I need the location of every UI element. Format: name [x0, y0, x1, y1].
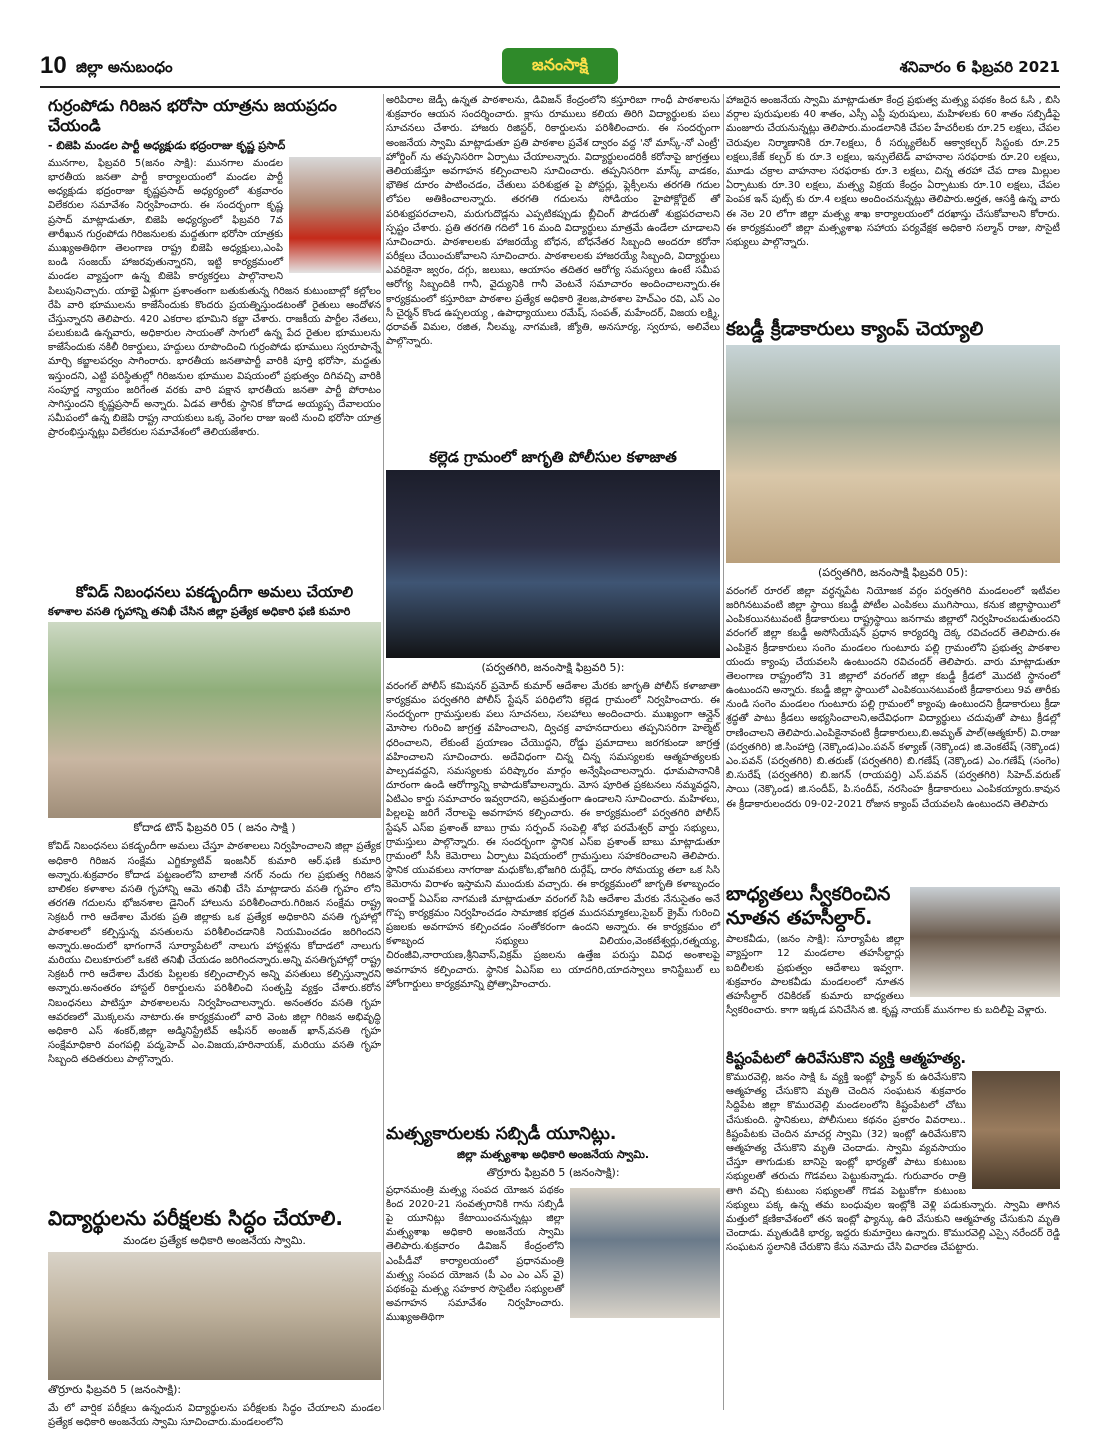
tahsildar-photo [910, 887, 1060, 997]
column-divider [723, 94, 724, 1410]
photo-caption: (పర్వతగిరి, జనంసాక్షి ఫిబ్రవరి 05): [818, 565, 968, 579]
article-byline: - బిజెపి మండల పార్టీ అధ్యక్షుడు భద్రంరాజు కృష్ణ ప్రసాద్ [48, 139, 286, 152]
article-exam-preparation [48, 1206, 381, 1432]
article-headline: కబడ్డీ క్రీడాకారులు క్యాంప్ చెయ్యాలి [726, 318, 984, 340]
bjp-leader-portrait-photo [289, 157, 381, 273]
article-body: మునగాల, ఫిబ్రవరి 5(జనం సాక్షి): మునగాల మండల భారతీయ జనతా పార్టీ కార్యాలయంలో మండల పార్టీ అధ్యక్షుడు భద్రంరాజు కృష్ణప్రసాద్ అధ్యర్యంలో శుక్రవారం విలేకరుల సమావేశం నిర్వహించారు. ఈ సందర్భంగా కృష్ణ ప్రసాద్ మాట్లాడుతూ, బిజెపి అధ్యర్యంలో ఫిబ్రవరి 7వ తారీఖున గుర్రంపోడు గిరిజనులకు మద్దతుగా భరోసా యాత్రకు ముఖ్యఅతిథిగా తెలంగాణ రాష్ట్ర బిజెపి అధ్యక్షులు,ఎంపి బండి సంజయ్ హాజరవుతున్నారని, ఇట్టి కార్యక్రమంలో మండల వ్యాప్తంగా ఉన్న బిజెపి కార్యకర్తలు పాల్గొనాలని పిలుపునిచ్చారు. యాభై ఏళ్లుగా ప్రశాంతంగా బతుకుతున్న గిరిజన కుటుంబాల్లో కల్లోలం రేపి వారి భూములను కాజేసేందుకు కొందరు ప్రయత్నిస్తుండటంతో రైతులు ఆందోళన చేస్తున్నారని తెలిపారు. 420 ఎకరాల భూమిని కబ్జా చేశారు. రాజకీయ పార్టీల నేతలు, పలుకుబడి ఉన్నవారు, అధికారుల సాయంతో సాగులో ఉన్న పేద రైతుల భూములను కాజేసేందుకు నకిలీ రికార్డులు, హద్దులు రూపొందించి గుర్రంపోడు భూములు స్వరూపాన్నే మార్చి కబ్జాలపర్వం సాగింరారు. భారతీయ జనతాపార్టీ వారికి పూర్తి భరోసా, మద్దతు ఇస్తుందని, ఎట్టి పరిస్థితుల్లో గిరిజనుల భూముల విషయంలో ప్రభుత్వం దిగివచ్చి వారికి సంపూర్ణ న్యాయం జరిగేంత వరకు వారి పక్షాన భారతీయ జనతా పార్టీ పోరాటం సాగిస్తుందని కృష్ణప్రసాద్ అన్నారు. ఏడవ తారీకు స్థానిక కోదాడ అయ్యప్ప దేవాలయం సమీపంలో ఉన్న బిజెపి రాష్ట్ర నాయకులు ఒక్క వెంగల రాజు ఇంటి నుంచి భరోసా యాత్ర ప్రారంభిస్తున్నట్లు విలేకరుల సమావేశంలో తెలియజేశారు. [48, 157, 381, 439]
meeting-photo [570, 1188, 720, 1318]
article-subhead: కళాశాల వసతి గృహాన్ని తనిఖీ చేసిన జిల్లా ప్రత్యేక అధికారి ఫణి కుమారి [48, 604, 351, 618]
article-new-tahsildar [726, 883, 1060, 1044]
photo-caption: తొర్రూరు ఫిబ్రవరి 5 (జనంసాక్షి): [48, 1383, 182, 1397]
article-headline: విద్యార్థులను పరీక్షలకు సిద్ధం చేయాలి. [48, 1206, 343, 1231]
article-body: కొమురవెల్లి, జనం సాక్షి ఓ వ్యక్తి ఇంట్లో ఫ్యాన్ కు ఉరివేసుకొని ఆత్మహత్య చేసుకొని మృతి చెందిన సంఘటన శుక్రవారం సిద్దిపేట జిల్లా కొమురవెల్లి మండలంలోని కిష్టంపేటలో చోటు చేసుకుంది. స్థానికులు, పోలీసులు కథనం ప్రకారం వివరాలు.. కిష్టంపేటకు చెందిన మాచర్ల స్వామి (32) ఇంట్లో ఉరివేసుకొని ఆత్మహత్య చేసుకొని మృతి చెందాడు. స్వామి వ్యవసాయం చేస్తూ తాగుడుకు బానిసై ఇంట్లో భార్యతో పాటు కుటుంబ సభ్యులతో తరుచు గొడవలు పెట్టుకున్నాడు. గురువారం రాత్రి తాగి వచ్చి కుటుంబ సభ్యులతో గొడవ పెట్టుకోగా కుటుంబ సభ్యులు పక్క ఉన్న తమ బంధువుల ఇంట్లోకి వెళ్లి పడుకున్నారు. స్వామి తాగిన మత్తులో క్షణికావేశంలో తన ఇంట్లో ఫ్యాన్కు ఉరి వేసుకుని ఆత్మహత్య చేసుకుని మృతి చెందాడు. మృతుడికి భార్య, ఇద్దరు కుమార్తెలు ఉన్నారు. కొమురవెల్లి ఎస్సై నరేందర్ రెడ్డి సంఘటన స్థలానికి చేరుకొని కేసు నమోదు చేసి విచారణ చేపట్టారు. [726, 1072, 1060, 1254]
masthead [40, 48, 1060, 88]
article-body: పాలకవీడు, (జనం సాక్షి): సూర్యాపేట జిల్లా వ్యాప్తంగా 12 మండలాల తహసీల్దార్లు బదిలీలకు ప్రభుత్వం ఆదేశాలు ఇవ్వగా. శుక్రవారం పాలకవీడు మండలంలో నూతన తహసీల్దార్ రవికిరణ్ కుమారు బాధ్యతలు స్వీకరించారు. కాగా ఇక్కడ పనిచేసిన జి. కృష్ణ నాయక్ మునగాల కు బదిలీపై వెళ్లారు. [726, 934, 1048, 1017]
plantation-photo [48, 622, 381, 818]
article-dateline: తొర్రూరు ఫిబ్రవరి 5 (జనంసాక్షి): [486, 1165, 620, 1179]
article-headline: బాధ్యతలు స్వీకరించిన నూతన తహసీల్దార్. [726, 882, 891, 929]
article-kabaddi-camp [726, 318, 1060, 877]
article-headline: కిష్టంపేటలో ఉరివేసుకొని వ్యక్తి ఆత్మహత్య. [726, 1049, 967, 1068]
column-divider [383, 94, 384, 1410]
article-headline: కల్లెడ గ్రామంలో జాగృతి పోలీసుల కళాజాత [429, 448, 677, 466]
article-fishermen-subsidy [386, 1124, 720, 1374]
classroom-photo [48, 1252, 381, 1380]
page-number: 10 [40, 52, 67, 79]
section-name: జిల్లా అనుబంధం [76, 58, 173, 76]
newspaper-logo [502, 48, 618, 84]
column-right [726, 94, 1060, 1339]
article-headline: కోవిడ్ నిబంధనలు పకడ్బందీగా అమలు చేయాలి [75, 582, 354, 601]
article-headline: గుర్రంపోడు గిరిజన భరోసా యాత్రను జయప్రదం చేయండి [48, 96, 337, 135]
article-suicide-report [726, 1049, 1060, 1333]
article-body: ప్రధానమంత్రి మత్స్య సంపద యోజన పథకం కింద 2020-21 సంవత్సరానికి గాను సబ్సిడీ పై యూనిట్లు కేటాయించనున్నట్లు జిల్లా మత్స్యశాఖ అధికారి అంజనేయ స్వామి తెలిపారు.శుక్రవారం డివిజన్ కేంద్రంలోని ఎంపీడీవో కార్యాలయంలో ప్రధానమంత్రి మత్స్య సంపద యోజన (పీ ఎం ఎం ఎస్ వై) పథకంపై మత్స్య సహకార సొసైటీల సభ్యులతో అవగాహన సమావేశం నిర్వహించారు. ముఖ్యఅతిథిగా [386, 1184, 564, 1324]
article-school-visit [386, 94, 720, 442]
column-left [48, 94, 381, 1438]
logo-text: జనంసాక్షి [532, 54, 588, 74]
article-bharosa-yatra [48, 96, 381, 577]
column-middle [386, 94, 720, 1380]
photo-caption: కోదాడ టౌన్ ఫిబ్రవరి 05 ( జనం సాక్షి ) [133, 821, 296, 835]
article-body: కోవిడ్ నిబంధనలు పకడ్బందీగా అమలు చేస్తూ పాఠశాలలు నిర్వహించాలని జిల్లా ప్రత్యేక అధికారి గిరిజన సంక్షేమ ఎగ్జిక్యూటివ్ ఇంజనీర్ కుమారి ఆర్.ఫణి కుమారి అన్నారు.శుక్రవారం కోదాడ పట్టణంలోని బాలాజీ నగర్ నందు గల ప్రభుత్వ గిరిజన బాలికల కళాశాల వసతి గృహాన్ని ఆమె తనిఖీ చేసి మాట్లాడారు వసతి గృహం లోని తరగతి గదులను భోజనశాల డైనింగ్ హాలును పరిశీలించారు.గిరిజన సంక్షేమ రాష్ట్ర సెక్రటరీ గారి ఆదేశాల మేరకు ప్రతి జిల్లాకు ఒక ప్రత్యేక అధికారిని వసతి గృహాల్లో పాఠశాలలో కల్పిస్తున్న వసతులను పరిశీలించడానికి నియమించడం జరిగిందని అన్నారు.అందులో భాగంగానే సూర్యాపేటలో నాలుగు హాస్టళ్లను కోదాడలో నాలుగు మరియు చిలుకూరులో ఒకటి తనిఖీ చేయడం జరిగిందన్నారు.అన్ని వసతిగృహాల్లో రాష్ట్ర సెక్రటరీ గారి ఆదేశాల మేరకు పిల్లలకు కల్పించాల్సిన అన్ని వసతులు కల్పిస్తున్నారని అన్నారు.అనంతరం హాస్టల్ రికార్డులను పరిశీలించి సంతృప్తి వ్యక్తం చేశారు.కరోన నిబంధనలు పాటిస్తూ పాఠశాలలను నిర్వహించాలన్నారు. అనంతరం వసతి గృహ ఆవరణలో మొక్కలను నాటారు.ఈ కార్యక్రమంలో వారి వెంట జిల్లా గిరిజన అభివృద్ధి అధికారి ఎస్ శంకర్,జిల్లా అడ్మినిస్ట్రేటివ్ ఆఫీసర్ అంజత్ ఖాన్,వసతి గృహ సంక్షేమాధికారి వంగపల్లి పద్మ,హెచ్ ఎం.విజయ,హరినాయక్, మరియు వసతి గృహ సిబ్బంది తదితరులు పాల్గొన్నారు. [48, 841, 381, 1066]
article-body: వరంగల్ పోలీస్ కమిషనర్ ప్రమోద్ కుమార్ ఆదేశాల మేరకు జాగృతి పోలీస్ కళాజాతా కార్యక్రమం పర్వతగిరి పోలీస్ స్టేషన్ పరిధిలోని కల్లెడ గ్రామంలో నిర్వహించారు. ఈ సందర్భంగా గ్రామస్తులకు పలు సూచనలు, సలహాలు అందించారు. ముఖ్యంగా ఆన్లైన్ మోసాల గురించి జాగ్రత్త వహించాలని, ద్విచక్ర వాహనదారులు తప్పనిసరిగా హెల్మెట్ ధరించాలని, లేకుంటే ప్రయాణం చేయొద్దని, రోడ్డు ప్రమాదాలు జరగకుండా జాగ్రత్త వహించాలని సూచించారు. అదేవిధంగా చిన్న చిన్న సమస్యలకు ఆత్మహత్యలకు పాల్పడవద్దని, సమస్యలకు పరిష్కారం మార్గం అన్వేషించాలన్నారు. ధూమపానానికి దూరంగా ఉండి ఆరోగ్యాన్ని కాపాడుకోవాలన్నారు. మోస పూరిత ప్రకటనలు నమ్మవద్దని, ఏటిఎం కార్డు సమాచారం ఇవ్వరాదని, అప్రమత్తంగా ఉండాలని సూచించారు. మహిళలు, పిల్లలపై జరిగే నేరాలపై అవగాహన కల్పించారు. ఈ కార్యక్రమంలో పర్వతగిరి పోలీస్ స్టేషన్ ఎస్ఐ ప్రశాంత్ బాబు గ్రామ సర్పంచ్ సంపెల్లి శోభ పరమేశ్వర్ వార్డు సభ్యులు, గ్రామస్తులు పాల్గొన్నారు. ఈ సందర్భంగా స్థానిక ఎస్ఐ ప్రశాంత్ బాబు మాట్లాడుతూ గ్రామంలో సీసీ కెమెరాలు ఏర్పాటు విషయంలో గ్రామస్తులు సహకరించాలని తెలిపారు. స్థానిక యువకులు నాగరాజు మధుకోట,భోజగిరి దుర్గేష్, దారం సోమయ్య తలా ఒక సిసి కెమెరాను విరాళం ఇస్తామని ముందుకు వచ్చారు. ఈ కార్యక్రమంలో జాగృతి కళాబృందం ఇంచార్జ్ ఏఎస్ఐ నాగమణి మాట్లాడుతూ వరంగల్ సిపి ఆదేశాల మేరకు నేనుసైతం అనే గొప్ప కార్యక్రమం నిర్వహించడం సామాజిక భద్రత ముదసమ్మాకలు,సైబర్ క్రైమ్ గురించి ప్రజలకు అవగాహన కల్పించడం సంతోకరంగా ఉందని అన్నారు. ఈ కార్యక్రమం లో కళాబృంద సభ్యులు విలియం,వెంకటేశ్వర్లు,రత్నయ్య, చిరంజీవి,నారాయణ,శ్రీనివాస్,విక్రమ్ ప్రజలను ఉత్తేజ పరుస్తు వివిధ అంశాలపై అవగాహన కల్పించారు. స్థానిక ఏఎస్ఐ లు యాదగిరి,యాదస్వాలు కానిస్టేబుల్ లు హోంగార్డులు కార్యక్రమాన్ని ప్రోత్సాహించారు. [386, 680, 720, 990]
article-police-kalajatha [386, 448, 720, 1118]
article-subhead: మండల ప్రత్యేక అధికారి అంజనేయ స్వామి. [123, 1234, 306, 1248]
article-body: వరంగల్ రూరల్ జిల్లా వర్ధన్నపేట నియోజక వర్గం పర్వతగిరి మండలంలో ఇటీవల జరిగినటువంటి జిల్లా స్థాయి కబడ్డీ పోటీల ఎంపికలు ముగిసాయి, కనుక జిల్లాస్థాయిలో ఎంపికయినటువంటి క్రీడాకారులు రాష్ట్రస్థాయి జనగామ జిల్లాలో నిర్వహించబడుతుందని వరంగల్ జిల్లా కబడ్డీ అసోసియేషన్ ప్రధాన కార్యదర్శి దెక్క రవిచందర్ తెలిపారు.ఈ ఎంపికైన క్రీడాకారులు సంగెం మండలం గుంటూరు పల్లి గ్రామంలోని ప్రభుత్వ పాఠశాల యందు క్యాంపు చేయవలసి ఉంటుందని రవిచందర్ తెలిపారు. వారు మాట్లాడుతూ తెలంగాణ రాష్ట్రంలోని 31 జిల్లాలో వరంగల్ జిల్లా కబడ్డీ క్రీడలో మొదటి స్థానంలో ఉంటుందని అన్నారు. కబడ్డీ జిల్లా స్థాయిలో ఎంపికయినటువంటి క్రీడాకారులు 9వ తారీకు నుండి సంగెం మండలం గుంటూరు పల్లి గ్రామంలో క్యాంపు ఉంటుందని క్రీడాకారులు క్రీడా శ్రద్ధతో పాటు క్రీడలు అభ్యసించాలని,అదేవిధంగా విద్యార్థులు చదువుతో పాటు క్రీడల్లో రాణించాలని తెలిపారు.ఎంపికైనావంటి క్రీడాకారులు,బి.అమృత్ పాల్(ఆత్మకూర్) వి.రాజు (పర్వతగిరి) జి.సింహాద్రి (నెక్కొండ)ఎం.పవన్ కళ్యాణ్ (నెక్కొండ) జి.వెంకటేష్ (నెక్కొండ) ఎం.పవన్ (పర్వతగిరి) బి.తరుణ్ (పర్వతగిరి) బి.గణేష్ (నెక్కొండ) ఎం.గణేష్ (సంగెం) బి.సురేష్ (పర్వతగిరి) బి.జగన్ (రాయపర్తి) ఎస్.పవన్ (పర్వతగిరి) సిహెచ్.వరుణ్ సాయి (నెక్కొండ) జి.సందీప్, పి.సందీప్, నరసింహ క్రీడాకారులు ఎంపికయ్యారు.కావున ఈ క్రీడాకారులందరు 09-02-2021 రోజున క్యాంప్ చేయవలసి ఉంటుందని తెలిపారు [726, 585, 1060, 810]
photo-caption: (పర్వతగిరి, జనంసాక్షి ఫిబ్రవరి 5): [481, 660, 625, 674]
article-covid-rules [48, 583, 381, 1201]
article-body: మే లో వార్షిక పరీక్షలు ఉన్నందున విద్యార్థులను పరీక్షలకు సిద్ధం చేయాలని మండల ప్రత్యేక అధికారి అంజనేయ స్వామి సూచించారు.మండలంలోని [48, 1403, 381, 1429]
article-body: అరిపిరాల జెడ్పీ ఉన్నత పాఠశాలను, డివిజన్ కేంద్రంలోని కస్తూరిబా గాంధీ పాఠశాలను శుక్రవారం ఆయన సందర్శించారు. క్లాసు రూములు కలియ తిరిగి విద్యార్థులకు పలు సూచనలు చేశారు. హాజరు రిజిస్టర్, రికార్డులను పరిశీలించారు. ఈ సందర్భంగా అంజనేయ స్వామి మాట్లాడుతూ ప్రతి పాఠశాల ప్రవేశ ద్వారం వద్ద 'నో మాస్క్-నో ఎంట్రీ' హోర్డింగ్ ను తప్పనిసరిగా ఏర్పాటు చేయాలన్నారు. విద్యార్థులందరికీ కరోనాపై జాగ్రత్తలు తెలియజేస్తూ అవగాహన కల్పించాలని సూచించారు. తప్పనిసరిగా మాస్క్ వాడకం, భౌతిక దూరం పాటించడం, చేతులు పరిశుభ్రత పై పోస్టర్లు, ఫ్లెక్సీలను తరగతి గదుల లోపల అతికించాలన్నారు. తరగతి గదులను సోడియం హైపోక్లోరైట్ తో పరిశుభ్రపరచాలని, మరుగుదొడ్లను ఎప్పటికప్పుడు బ్లీచింగ్ పౌడరుతో శుభ్రపరచాలని స్పష్టం చేశారు. ప్రతి తరగతి గదిలో 16 మంది విద్యార్థులు మాత్రమే ఉండేలా చూడాలని సూచించారు. పాఠశాలలకు హాజరయ్యే బోధన, బోధనేతర సిబ్బంది అందరూ కరోనా పరీక్షలు చేయించుకోవాలని సూచించారు. పాఠశాలలకు హాజరయ్యే సిబ్బంది, విద్యార్థులు ఎవరికైనా జ్వరం, దగ్గు, జలుబు, ఆయాసం తదితర ఆరోగ్య సమస్యలు ఉంటే సమీప ఆరోగ్య సిబ్బందికి గానీ, వైద్యునికి గానీ వెంటనే సమాచారం అందించాలన్నారు.ఈ కార్యక్రమంలో కస్తూరిబా పాఠశాల ప్రత్యేక అధికారి శైలజ,పాఠశాల హెచ్ఎం రవి, ఎస్ ఎం సీ చైర్మన్ కొండ ఉప్పలయ్య , ఉపాధ్యాయులు రమేష్, సంపత్, మహేందర్, విజయ లక్ష్మి, ధరావత్ విమల, రజిత, నీలమ్మ, నాగమణి, జ్యోతి, అనసూర్య, స్వరూప, అలివేలు పాల్గొన్నారు. [386, 95, 720, 348]
article-fishermen-continued [726, 94, 1060, 312]
kabaddi-match-photo [726, 345, 1060, 563]
article-subhead: జిల్లా మత్స్యశాఖ అధికారి అంజనేయ స్వామి. [456, 1148, 650, 1161]
article-headline: మత్స్యకారులకు సబ్సిడీ యూనిట్లు. [386, 1123, 617, 1144]
issue-date: శనివారం 6 ఫిబ్రవరి 2021 [899, 58, 1060, 76]
stage-event-photo [386, 470, 720, 658]
article-body: హాజరైన అంజనేయ స్వామి మాట్లాడుతూ కేంద్ర ప్రభుత్వ మత్స్య పథకం కింద ఓసి , బిసి వర్గాల పురుషులకు 40 శాతం, ఎస్సీ ఎస్టీ పురుషులు, మహిళలకు 60 శాతం సబ్సిడీపై మంజూరు చేయనున్నట్లు తెలిపారు.మండలానికి చేపల హేచరీలకు రూ.25 లక్షలు, చేపల చెరువుల నిర్మాణానికి రూ.7లక్షలు, రీ సర్క్యులేటర్ ఆక్వాకల్చర్ సిస్టంకు రూ.25 లక్షలు,కేజ్ కల్చర్ కు రూ.3 లక్షలు, ఇన్సులేటెడ్ వాహనాల సరఫరాకు రూ.20 లక్షలు, మూడు చక్రాల వాహనాల సరఫరాకు రూ.3 లక్షలు, చిన్న తరహా చేప దాణ మిల్లుల ఏర్పాటుకు రూ.30 లక్షలు, మత్స్య విక్రయ కేంద్రం ఏర్పాటుకు రూ.10 లక్షలు, చేపల పెంపక ఇన్ పుట్స్ కు రూ.4 లక్షలు అందించనున్నట్లు తెలిపారు.అర్హత, ఆసక్తి ఉన్న వారు ఈ నెల 20 లోగా జిల్లా మత్స్య శాఖ కార్యాలయంలో దరఖాస్తు చేసుకోవాలని కోరారు. ఈ కార్యక్రమంలో జిల్లా మత్స్యశాఖ సహాయ పర్యవేక్షక అధికారి సల్మాన్ రాజు, సొసైటీ సభ్యులు పాల్గొన్నారు. [726, 95, 1060, 248]
incident-photo [972, 1071, 1060, 1189]
